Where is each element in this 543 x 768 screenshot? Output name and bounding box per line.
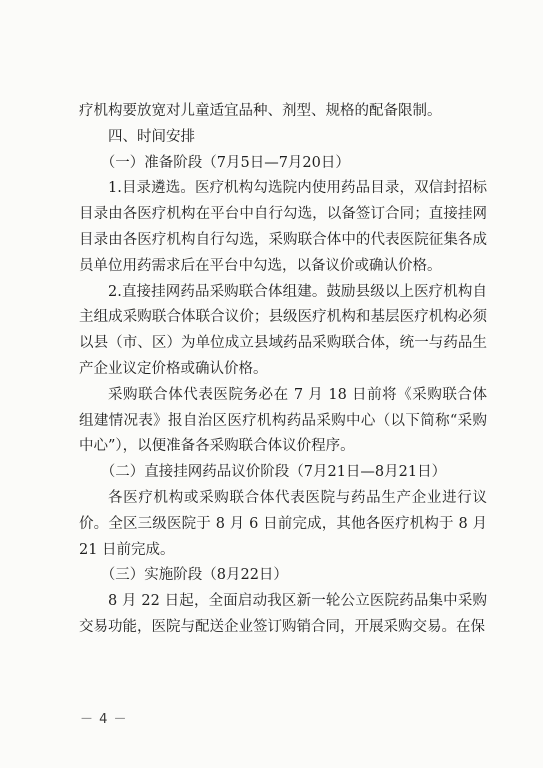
page-number: － 4 － — [80, 712, 128, 727]
stage-heading-negotiation: （二）直接挂网药品议价阶段（7月21日—8月21日） — [100, 464, 447, 481]
stage-heading-implementation: （三）实施阶段（8月22日） — [100, 567, 288, 584]
document-body — [79, 99, 487, 641]
paragraph-implementation: 8 月 22 日起，全面启动我区新一轮公立医院药品集中采购交易功能，医院与配送企业签订购销合同，开展采购交易。在保 — [79, 593, 487, 635]
stage-heading-preparation: （一）准备阶段（7月5日—7月20日） — [100, 154, 350, 171]
paragraph-negotiation: 各医疗机构或采购联合体代表医院与药品生产企业进行议价。全区三级医院于 8 月 6 日前完成，其他各医疗机构于 8 月 21 日前完成。 — [79, 489, 487, 558]
section-heading-time-schedule: 四、时间安排 — [108, 128, 195, 145]
continued-paragraph: 疗机构要放宽对儿童适宜品种、剂型、规格的配备限制。 — [79, 103, 442, 119]
paragraph-catalog-selection: 1.目录遴选。医疗机构勾选院内使用药品目录，双信封招标目录由各医疗机构在平台中自行勾选，以备签订合同；直接挂网目录由各医疗机构自行勾选，采购联合体中的代表医院征集各成员单位用药需求后在平台中勾选，以备议价或确认价格。 — [79, 180, 487, 274]
paragraph-consortium-report: 采购联合体代表医院务必在 7 月 18 日前将《采购联合体组建情况表》报自治区医疗机构药品采购中心（以下简称“采购中心”），以便准备各采购联合体议价程序。 — [79, 386, 487, 455]
paragraph-consortium-formation: 2.直接挂网药品采购联合体组建。鼓励县级以上医疗机构自主组成采购联合体联合议价；县级医疗机构和基层医疗机构必须以县（市、区）为单位成立县域药品采购联合体，统一与药品生产企业议定价格或确认价格。 — [79, 283, 487, 377]
